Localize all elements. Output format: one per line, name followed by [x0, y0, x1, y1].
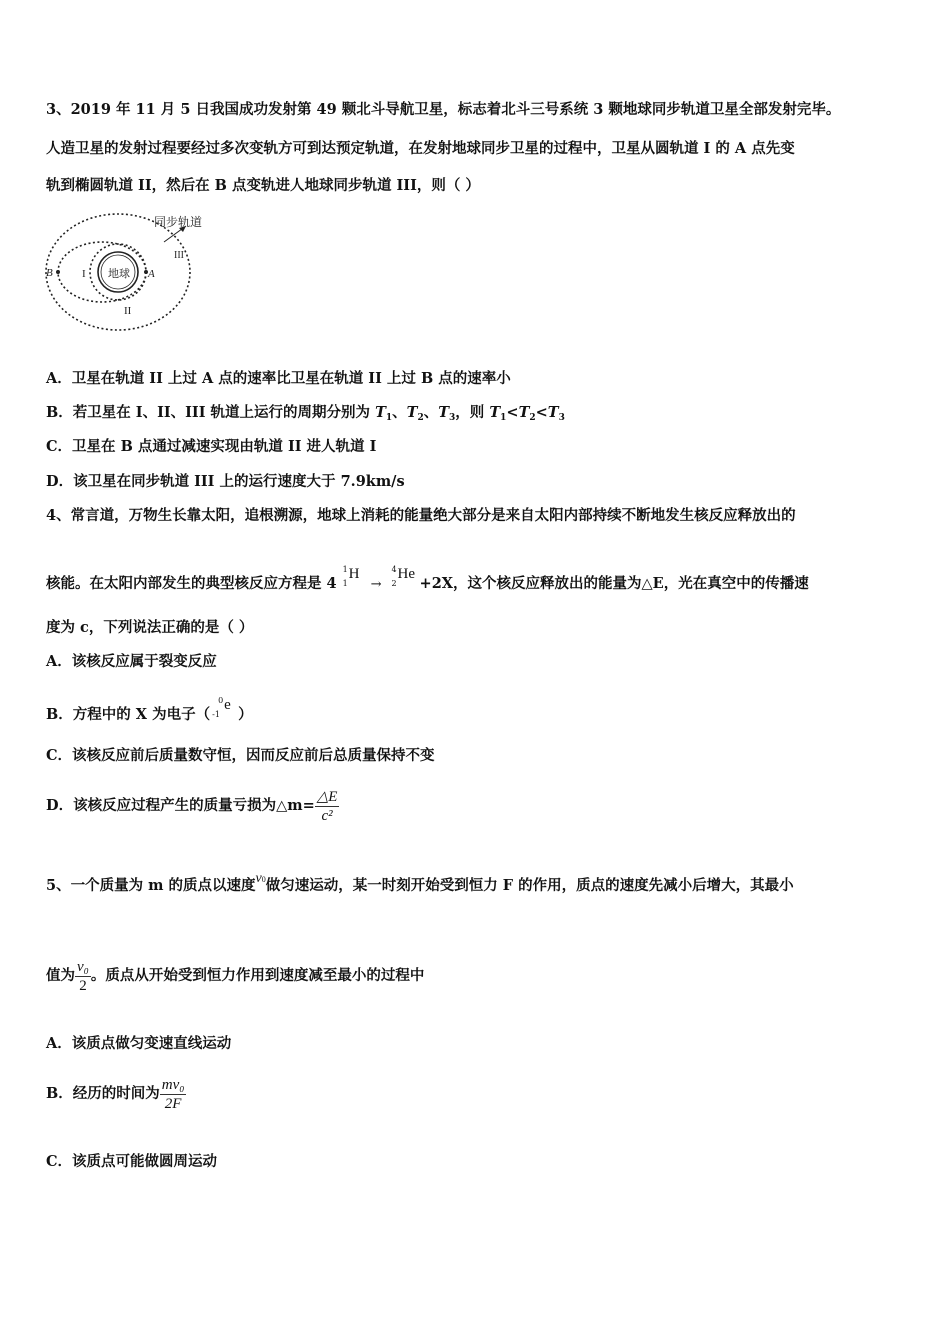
label-point-A: A: [148, 268, 155, 280]
q3-stem-line1: 3、2019 年 11 月 5 日我国成功发射第 49 颗北斗导航卫星，标志着北斗三号系统 3 颗地球同步轨道卫星全部发射完毕。: [46, 101, 841, 118]
q5-stem-line2: [46, 956, 424, 996]
energy-over-c-squared: $\frac{\triangle E}{\text{c²}}$: [316, 788, 338, 824]
q3-option-b: B．若卫星在 I、II、III 轨道上运行的周期分别为 $T_1$、$T_2$、$T_3$，则 $T_1<T_2<T_3$: [46, 404, 565, 423]
q4-stem-line2: [46, 565, 809, 595]
q5-option-b: [46, 1074, 186, 1114]
q4-option-b: B．方程中的 X 为电子（ 0 -1 e ）: [46, 696, 253, 723]
hydrogen-nuclide: 1 1 H: [342, 565, 360, 588]
label-orbit-III: III: [174, 250, 184, 261]
helium-nuclide: 4 2 He: [391, 565, 416, 588]
q5-stem-line2-post: 。质点从开始受到恒力作用到速度减至最小的过程中: [90, 967, 425, 984]
q4-option-b-text: B．方程中的 X 为电子（: [46, 706, 211, 723]
q4-stem-line2-pre: 核能。在太阳内部发生的典型核反应方程是 4: [46, 575, 337, 592]
q3-stem-line2: 人造卫星的发射过程要经过多次变轨方可到达预定轨道，在发射地球同步卫星的过程中，卫星从圆轨道 I 的 A 点先变: [46, 140, 795, 157]
q5-option-b-text: B．经历的时间为: [46, 1085, 160, 1102]
q3-option-b-text: B．若卫星在 I、II、III 轨道上运行的周期分别为: [46, 404, 376, 421]
v0-over-2: $\frac{\text{v₀}}{2}$: [77, 958, 89, 994]
q4-option-d-text: D．该核反应过程产生的质量亏损为△m=: [46, 797, 315, 814]
label-point-B: B: [46, 267, 53, 279]
label-earth: 地球: [108, 267, 130, 280]
label-orbit-II: II: [124, 305, 132, 317]
electron-nuclide: 0 -1 e: [212, 696, 231, 719]
q3-option-c: C．卫星在 B 点通过减速实现由轨道 II 进人轨道 I: [46, 438, 377, 455]
q5-stem-line2-pre: 值为: [46, 967, 75, 984]
label-orbit-I: I: [82, 268, 86, 280]
q4-option-c: C．该核反应前后质量数守恒，因而反应前后总质量保持不变: [46, 747, 435, 764]
q3-option-d: D．该卫星在同步轨道 III 上的运行速度大于 7.9km/s: [46, 473, 405, 490]
q4-stem-line1: 4、常言道，万物生长靠太阳，追根溯源，地球上消耗的能量绝大部分是来自太阳内部持续不断地发生核反应释放出的: [46, 507, 796, 524]
q5-stem-line1-pre: 5、一个质量为 m 的质点以速度: [46, 877, 256, 894]
q4-stem-line2-post: +2X，这个核反应释放出的能量为△E，光在真空中的传播速: [419, 575, 809, 592]
q5-option-c: C．该质点可能做圆周运动: [46, 1153, 218, 1170]
mv0-over-2F: $\frac{\text{mv₀}}{2F}$: [161, 1076, 185, 1112]
q3-option-a: A．卫星在轨道 II 上过 A 点的速率比卫星在轨道 II 上过 B 点的速率小: [46, 370, 511, 387]
q5-stem-line1-post: 做匀速运动，某一时刻开始受到恒力 F 的作用，质点的速度先减小后增大，其最小: [265, 877, 794, 894]
q5-stem-line1: [46, 871, 794, 898]
q5-option-a: A．该质点做匀变速直线运动: [46, 1035, 232, 1052]
q4-stem-line3: 度为 c，下列说法正确的是（ ）: [46, 619, 254, 636]
v0-symbol: v0: [255, 871, 266, 886]
point-B: [56, 270, 60, 274]
q4-option-a: A．该核反应属于裂变反应: [46, 653, 217, 670]
orbit-diagram: [44, 212, 224, 337]
label-sync-orbit: 同步轨道: [154, 215, 203, 229]
reaction-arrow: →: [370, 577, 382, 592]
q4-option-d: [46, 786, 339, 826]
q3-stem-line3: 轨到椭圆轨道 II，然后在 B 点变轨进人地球同步轨道 III，则（ ）: [46, 177, 480, 194]
